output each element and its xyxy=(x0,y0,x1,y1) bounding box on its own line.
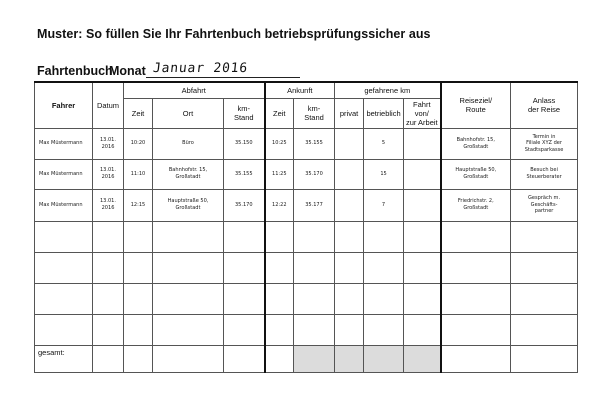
ort-line1: Bahnhofstr. 15, xyxy=(168,167,208,174)
cell-empty xyxy=(265,345,294,372)
ort-line2: Großstadt xyxy=(175,205,201,211)
cell-reiseziel xyxy=(441,128,511,159)
cell-empty xyxy=(35,252,93,283)
total-label: gesamt: xyxy=(35,345,93,372)
cell-empty xyxy=(153,221,224,252)
anlass-line2: Steuerberater xyxy=(526,174,562,180)
cell-empty xyxy=(224,283,265,314)
cell-fahrer: Max Müstermann xyxy=(35,128,93,159)
cell-ort xyxy=(153,159,224,189)
anlass-line2: Geschäfts- xyxy=(530,201,558,208)
cell-empty xyxy=(265,252,294,283)
cell-empty xyxy=(364,252,404,283)
col-header-km-stand-an xyxy=(294,98,335,128)
ziel-line1: Bahnhofstr. 15, xyxy=(456,136,495,143)
cell-datum xyxy=(93,189,124,221)
cell-empty xyxy=(153,252,224,283)
empty-row xyxy=(35,283,578,314)
fahrt-von-line2: zur Arbeit xyxy=(405,117,438,127)
cell-privat xyxy=(335,159,364,189)
cell-empty xyxy=(93,345,124,372)
header-row-groups xyxy=(35,82,578,98)
cell-empty xyxy=(35,283,93,314)
cell-empty xyxy=(35,221,93,252)
col-header-zeit-an: Zeit xyxy=(265,98,294,128)
cell-empty xyxy=(404,314,441,345)
col-header-reiseziel xyxy=(441,82,511,128)
ziel-line1: Friedrichstr. 2, xyxy=(457,198,494,205)
month-label: Monat xyxy=(109,64,146,78)
cell-km-an: 35.177 xyxy=(294,189,335,221)
cell-empty xyxy=(153,283,224,314)
cell-empty xyxy=(294,221,335,252)
cell-reiseziel xyxy=(441,189,511,221)
reiseziel-line2: Route xyxy=(465,105,486,115)
table-row xyxy=(35,159,578,189)
cell-empty xyxy=(93,283,124,314)
anlass-line1: Gespräch m. xyxy=(528,195,561,202)
cell-fahrt-arbeit xyxy=(404,128,441,159)
cell-empty xyxy=(265,283,294,314)
cell-empty xyxy=(511,283,578,314)
ort-line2: Großstadt xyxy=(175,174,201,180)
km-stand-line1: km- xyxy=(307,104,321,113)
table-row xyxy=(35,189,578,221)
col-header-anlass xyxy=(511,82,578,128)
cell-empty xyxy=(93,221,124,252)
cell-empty xyxy=(93,252,124,283)
cell-km-an: 35.155 xyxy=(294,128,335,159)
col-header-fahrer: Fahrer xyxy=(35,82,93,128)
datum-line2: 2016 xyxy=(101,205,115,211)
cell-empty xyxy=(404,252,441,283)
group-header-abfahrt: Abfahrt xyxy=(124,82,265,98)
datum-line2: 2016 xyxy=(101,143,115,150)
cell-fahrer: Max Müstermann xyxy=(35,189,93,221)
cell-empty xyxy=(335,221,364,252)
anlass-line3: Stadtsparkasse xyxy=(524,146,564,153)
cell-empty xyxy=(364,283,404,314)
ziel-line1: Hauptstraße 50, xyxy=(455,167,497,174)
ziel-line2: Großstadt xyxy=(463,143,489,150)
cell-empty xyxy=(224,345,265,372)
cell-anlass xyxy=(511,128,578,159)
cell-empty xyxy=(224,314,265,345)
cell-empty xyxy=(124,314,153,345)
km-stand-line2: Stand xyxy=(233,113,254,122)
page-title: Muster: So füllen Sie Ihr Fahrtenbuch betriebsprüfungssicher aus xyxy=(37,27,431,41)
cell-empty xyxy=(124,283,153,314)
cell-empty xyxy=(511,252,578,283)
cell-empty xyxy=(441,314,511,345)
cell-betrieblich: 7 xyxy=(364,189,404,221)
anlass-line1: Besuch bei xyxy=(530,167,558,174)
cell-zeit-an: 10:25 xyxy=(265,128,294,159)
cell-zeit-an: 11:25 xyxy=(265,159,294,189)
cell-empty xyxy=(153,314,224,345)
cell-privat xyxy=(335,128,364,159)
col-header-privat: privat xyxy=(335,98,364,128)
cell-reiseziel xyxy=(441,159,511,189)
cell-fahrt-arbeit xyxy=(404,189,441,221)
ort-line1: Hauptstraße 50, xyxy=(167,198,209,205)
cell-ort xyxy=(153,189,224,221)
cell-empty xyxy=(364,314,404,345)
datum-line1: 13.01. xyxy=(99,198,116,205)
month-value: Januar 2016 xyxy=(152,61,249,76)
col-header-betrieblich: betrieblich xyxy=(364,98,404,128)
reiseziel-line1: Reiseziel/ xyxy=(459,96,493,106)
cell-km-an: 35.170 xyxy=(294,159,335,189)
col-header-ort: Ort xyxy=(153,98,224,128)
logbook-table xyxy=(34,81,578,373)
cell-empty xyxy=(124,221,153,252)
cell-empty xyxy=(441,283,511,314)
cell-zeit-ab: 12:15 xyxy=(124,189,153,221)
cell-empty xyxy=(404,283,441,314)
col-header-zeit-ab: Zeit xyxy=(124,98,153,128)
col-header-datum: Datum xyxy=(93,82,124,128)
total-row xyxy=(35,345,578,372)
cell-empty xyxy=(224,252,265,283)
cell-km-ab: 35.155 xyxy=(224,159,265,189)
cell-empty xyxy=(511,345,578,372)
total-shaded-cell xyxy=(404,345,441,372)
anlass-line1: Termin in xyxy=(532,133,556,140)
cell-fahrer: Max Müstermann xyxy=(35,159,93,189)
cell-privat xyxy=(335,189,364,221)
col-header-fahrt-arbeit xyxy=(404,98,441,128)
cell-empty xyxy=(124,345,153,372)
anlass-line2: der Reise xyxy=(527,105,561,115)
cell-empty xyxy=(265,314,294,345)
cell-empty xyxy=(265,221,294,252)
anlass-line1: Anlass xyxy=(532,96,556,106)
cell-km-ab: 35.170 xyxy=(224,189,265,221)
month-underline xyxy=(146,77,300,78)
cell-empty xyxy=(441,252,511,283)
ziel-line2: Großstadt xyxy=(463,174,489,180)
col-header-km-stand-ab xyxy=(224,98,265,128)
fahrt-von-line1: Fahrt von/ xyxy=(413,99,431,118)
group-header-ankunft: Ankunft xyxy=(265,82,335,98)
cell-zeit-an: 12:22 xyxy=(265,189,294,221)
datum-line2: 2016 xyxy=(101,174,115,180)
cell-empty xyxy=(294,314,335,345)
ziel-line2: Großstadt xyxy=(463,205,489,211)
cell-zeit-ab: 11:10 xyxy=(124,159,153,189)
logbook-label: Fahrtenbuch xyxy=(37,64,113,78)
cell-anlass xyxy=(511,159,578,189)
cell-datum xyxy=(93,128,124,159)
cell-empty xyxy=(511,221,578,252)
cell-km-ab: 35.150 xyxy=(224,128,265,159)
cell-empty xyxy=(335,283,364,314)
cell-empty xyxy=(35,314,93,345)
cell-empty xyxy=(335,314,364,345)
datum-line1: 13.01. xyxy=(99,136,116,143)
empty-row xyxy=(35,252,578,283)
datum-line1: 13.01. xyxy=(99,167,116,174)
cell-empty xyxy=(511,314,578,345)
cell-betrieblich: 15 xyxy=(364,159,404,189)
cell-zeit-ab: 10:20 xyxy=(124,128,153,159)
cell-empty xyxy=(364,221,404,252)
cell-empty xyxy=(153,345,224,372)
km-stand-line2: Stand xyxy=(304,113,324,122)
cell-empty xyxy=(441,345,511,372)
table-row xyxy=(35,128,578,159)
cell-fahrt-arbeit xyxy=(404,159,441,189)
total-shaded-cell xyxy=(335,345,364,372)
cell-anlass xyxy=(511,189,578,221)
cell-datum xyxy=(93,159,124,189)
cell-betrieblich: 5 xyxy=(364,128,404,159)
cell-ort: Büro xyxy=(153,128,224,159)
empty-row xyxy=(35,314,578,345)
cell-empty xyxy=(124,252,153,283)
anlass-line2: Filiale XYZ der xyxy=(526,140,562,147)
cell-empty xyxy=(335,252,364,283)
anlass-line3: partner xyxy=(534,208,554,215)
cell-empty xyxy=(294,252,335,283)
total-shaded-cell xyxy=(364,345,404,372)
cell-empty xyxy=(93,314,124,345)
cell-empty xyxy=(404,221,441,252)
total-shaded-cell xyxy=(294,345,335,372)
cell-empty xyxy=(441,221,511,252)
group-header-gefahrene-km: gefahrene km xyxy=(335,82,441,98)
empty-row xyxy=(35,221,578,252)
km-stand-line1: km- xyxy=(237,104,251,113)
cell-empty xyxy=(294,283,335,314)
cell-empty xyxy=(224,221,265,252)
